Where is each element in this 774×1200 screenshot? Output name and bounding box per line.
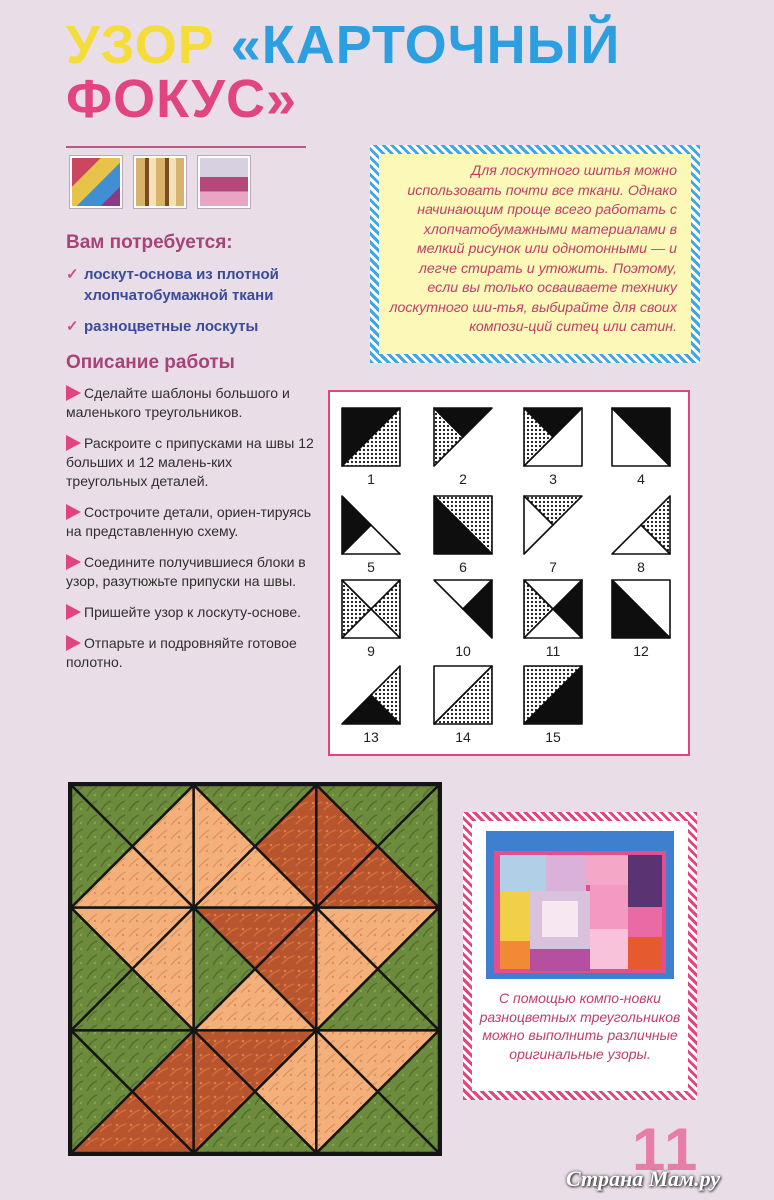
diagram-block-label: 9 [367, 643, 375, 659]
quilt-pattern-svg [71, 785, 439, 1153]
title-divider [66, 146, 306, 148]
thread-spools-image [134, 156, 186, 208]
pillow-image [486, 831, 674, 979]
page-number: 11 [632, 1116, 700, 1183]
diagram-block-label: 4 [637, 471, 645, 487]
step-item: Сострочите детали, ориен-тируясь на представленную схему. [66, 504, 312, 539]
diagram-block-label: 1 [367, 471, 375, 487]
diagram-block-label: 5 [367, 559, 375, 575]
step-item: Соедините получившиеся блоки в узор, разутюжьте припуски на швы. [66, 554, 306, 589]
step-item: Раскроите с припусками на швы 12 больших и 12 малень-ких треугольных деталей. [66, 435, 314, 489]
diagram-block-label: 12 [633, 643, 649, 659]
steps-list [66, 384, 316, 684]
diagram-block-label: 7 [549, 559, 557, 575]
diagram-block-1 [342, 408, 400, 466]
quilt-pattern [68, 782, 442, 1156]
diagram-block-label: 6 [459, 559, 467, 575]
diagram-block-label: 3 [549, 471, 557, 487]
photo-card [463, 812, 697, 1100]
check-icon: ✓ [66, 266, 79, 283]
arrow-bullet-icon [66, 554, 81, 570]
quilt-block-8 [194, 1030, 317, 1153]
page-title [66, 15, 626, 129]
quilt-block-9 [316, 1030, 439, 1153]
title-word-2: «КАРТОЧНЫЙ [230, 15, 621, 75]
diagram-block-label: 10 [455, 643, 471, 659]
diagram-block-label: 14 [455, 729, 471, 745]
arrow-bullet-icon [66, 504, 81, 520]
diagram-block-3 [524, 408, 582, 466]
diagram-block-5 [342, 496, 400, 554]
quilt-block-6 [316, 908, 439, 1031]
diagram-block-9 [342, 580, 400, 638]
quilt-block-1 [71, 785, 194, 908]
tip-box [370, 145, 700, 363]
check-icon: ✓ [66, 318, 79, 335]
material-thumbnails [70, 156, 250, 208]
sewing-machine-image [198, 156, 250, 208]
diagram-block-label: 15 [545, 729, 561, 745]
title-word-3: ФОКУС» [66, 69, 298, 129]
arrow-bullet-icon [66, 604, 81, 620]
step-item: Отпарьте и подровняйте готовое полотно. [66, 635, 297, 670]
materials-list [66, 264, 326, 347]
quilt-block-4 [71, 908, 194, 1031]
fabric-scraps-image [70, 156, 122, 208]
diagram-block-label: 13 [363, 729, 379, 745]
diagram-block-12 [612, 580, 670, 638]
list-item: ✓ разноцветные лоскуты [66, 318, 259, 335]
assembly-diagram-svg [330, 392, 688, 754]
title-word-1: УЗОР [66, 15, 215, 75]
arrow-bullet-icon [66, 435, 81, 451]
diagram-block-label: 8 [637, 559, 645, 575]
diagram-block-label: 2 [459, 471, 467, 487]
description-heading: Описание работы [66, 352, 235, 373]
quilt-block-7 [71, 1030, 194, 1153]
diagram-block-6 [434, 496, 492, 554]
diagram-block-11 [524, 580, 582, 638]
arrow-bullet-icon [66, 635, 81, 651]
photo-caption: С помощью компо-новки разноцветных треугольников можно выполнить различные оригинальные узоры. [479, 990, 681, 1062]
diagram-block-10 [434, 580, 492, 638]
quilt-block-2 [194, 785, 317, 908]
diagram-block-15 [524, 666, 582, 724]
arrow-bullet-icon [66, 385, 81, 401]
watermark: Страна Мам.ру [566, 1166, 721, 1191]
step-item: Пришейте узор к лоскуту-основе. [66, 603, 316, 622]
diagram-block-7 [524, 496, 582, 554]
list-item: ✓ лоскут-основа из плотной хлопчатобумажной ткани [66, 266, 279, 304]
quilt-block-3 [316, 785, 439, 908]
materials-heading: Вам потребуется: [66, 232, 233, 253]
patchwork-pillow-photo [486, 831, 674, 979]
diagram-block-label: 11 [545, 643, 561, 659]
step-item: Сделайте шаблоны большого и маленького треугольников. [66, 385, 290, 420]
tip-text: Для лоскутного шитья можно использовать почти все ткани. Однако начинающим проще всего работать с хлопчатобумажными материалами в мелкий рисунок или однотонными — и легче стирать и утюжить. Поэтому, если вы только осваиваете технику лоскутного ши-тья, выбирайте для своих компози-ций ситец или сатин. [389, 163, 677, 335]
assembly-diagram [328, 390, 690, 756]
diagram-block-8 [612, 496, 670, 554]
quilt-block-5 [194, 908, 317, 1031]
diagram-block-13 [342, 666, 400, 724]
diagram-block-14 [434, 666, 492, 724]
diagram-block-2 [434, 408, 492, 466]
diagram-block-4 [612, 408, 670, 466]
